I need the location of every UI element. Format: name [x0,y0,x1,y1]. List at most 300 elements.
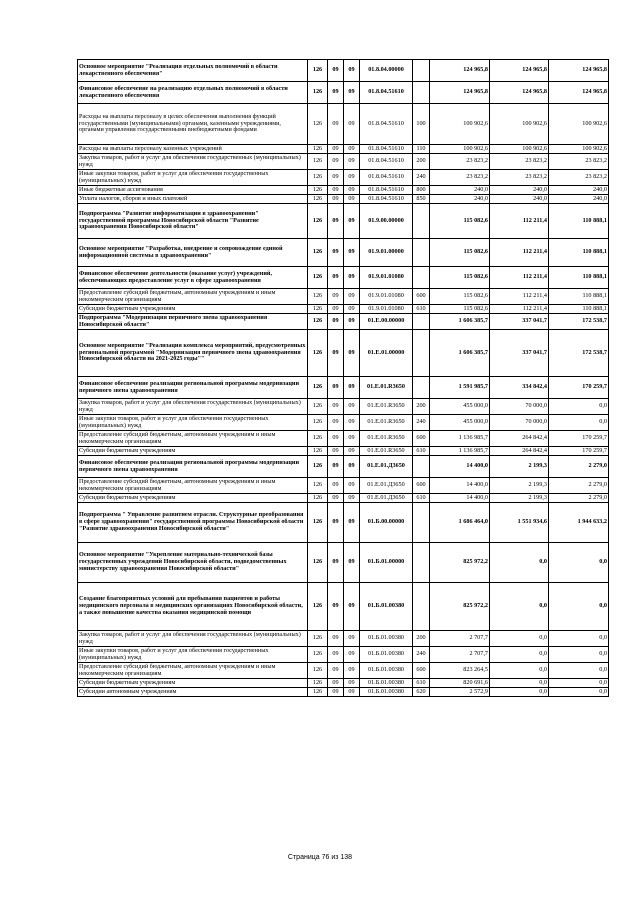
row-subsection-code: 09 [344,186,360,195]
row-ved-code: 126 [308,503,328,543]
row-subsection-code: 09 [344,195,360,204]
row-subsection-code: 09 [344,289,360,305]
row-section-code: 09 [328,60,344,82]
row-name: Субсидии бюджетным учреждениям [78,305,308,314]
row-amount-year1: 1 686 464,0 [430,503,490,543]
row-target-article-code: 01.8.04.51610 [360,145,413,154]
row-expense-type-code [413,60,430,82]
row-section-code: 09 [328,289,344,305]
row-amount-year2: 0,0 [490,647,549,663]
row-expense-type-code [413,267,430,289]
row-target-article-code: 01.Е.01.R3650 [360,447,413,456]
row-subsection-code: 09 [344,82,360,104]
row-name: Закупка товаров, работ и услуг для обеспечения государственных (муниципальных) нужд [78,399,308,415]
row-ved-code: 126 [308,82,328,104]
row-amount-year1: 825 972,2 [430,583,490,631]
row-subsection-code: 09 [344,583,360,631]
row-name: Закупка товаров, работ и услуг для обеспечения государственных (муниципальных) нужд [78,154,308,170]
row-amount-year3: 124 965,8 [549,60,609,82]
row-ved-code: 126 [308,647,328,663]
row-section-code: 09 [328,330,344,377]
row-target-article-code: 01.9.01.01080 [360,305,413,314]
row-amount-year1: 2 707,7 [430,647,490,663]
row-subsection-code: 09 [344,170,360,186]
row-name: Подпрограмма " Управление развитием отрасли. Структурные преобразования в сфере здравоохранения" государственной программы Новосибирской области "Развитие здравоохранения Новосибирской области" [78,503,308,543]
row-subsection-code: 09 [344,154,360,170]
table-row [78,494,609,503]
row-subsection-code: 09 [344,431,360,447]
row-name: Уплата налогов, сборов и иных платежей [78,195,308,204]
row-expense-type-code [413,239,430,267]
row-subsection-code: 09 [344,104,360,145]
row-name: Подпрограмма "Развитие информатизации в здравоохранении" государственной программы Новосибирской области "Развитие здравоохранения Новосибирской области" [78,204,308,239]
row-ved-code: 126 [308,195,328,204]
row-name: Субсидии автономным учреждениям [78,688,308,697]
row-name: Иные закупки товаров, работ и услуг для обеспечения государственных (муниципальных) нужд [78,170,308,186]
row-subsection-code: 09 [344,239,360,267]
row-name: Иные закупки товаров, работ и услуг для обеспечения государственных (муниципальных) нужд [78,415,308,431]
row-amount-year1: 240,0 [430,186,490,195]
row-subsection-code: 09 [344,145,360,154]
table-row [78,663,609,679]
row-expense-type-code: 600 [413,289,430,305]
row-name: Предоставление субсидий бюджетным, автономным учреждениям и иным некоммерческим организациям [78,478,308,494]
row-amount-year1: 100 902,6 [430,145,490,154]
row-section-code: 09 [328,583,344,631]
row-target-article-code: 01.9.01.01080 [360,267,413,289]
row-amount-year1: 115 082,6 [430,267,490,289]
row-amount-year3: 110 888,1 [549,267,609,289]
row-name: Основное мероприятие "Укрепление материально-технической базы государственных учреждений Новосибирской области, подведомственных министерству здравоохранения Новосибирской области" [78,543,308,583]
row-target-article-code: 01.Б.01.00380 [360,663,413,679]
row-section-code: 09 [328,170,344,186]
row-section-code: 09 [328,631,344,647]
row-amount-year3: 110 888,1 [549,204,609,239]
row-section-code: 09 [328,494,344,503]
row-ved-code: 126 [308,377,328,399]
row-target-article-code: 01.8.04.51610 [360,104,413,145]
row-section-code: 09 [328,663,344,679]
row-expense-type-code: 200 [413,154,430,170]
row-target-article-code: 01.Е.00.00000 [360,314,413,330]
row-subsection-code: 09 [344,456,360,478]
row-amount-year1: 2 572,9 [430,688,490,697]
row-expense-type-code [413,314,430,330]
row-name: Основное мероприятие "Реализация отдельных полномочий в области лекарственного обеспечения" [78,60,308,82]
row-section-code: 09 [328,145,344,154]
row-subsection-code: 09 [344,447,360,456]
row-ved-code: 126 [308,399,328,415]
row-name: Субсидии бюджетным учреждениям [78,679,308,688]
row-target-article-code: 01.Е.01.R3650 [360,399,413,415]
row-target-article-code: 01.9.01.01080 [360,289,413,305]
row-amount-year1: 823 264,5 [430,663,490,679]
row-amount-year1: 124 965,8 [430,82,490,104]
row-amount-year1: 1 606 385,7 [430,330,490,377]
row-amount-year2: 112 211,4 [490,289,549,305]
row-ved-code: 126 [308,186,328,195]
row-amount-year1: 240,0 [430,195,490,204]
row-name: Подпрограмма "Модернизация первичного звена здравоохранения Новосибирской области" [78,314,308,330]
row-subsection-code: 09 [344,647,360,663]
row-amount-year1: 1 591 985,7 [430,377,490,399]
row-target-article-code: 01.Е.01.R3650 [360,415,413,431]
table-row [78,154,609,170]
row-amount-year3: 23 823,2 [549,154,609,170]
row-expense-type-code: 610 [413,494,430,503]
row-target-article-code: 01.Е.01.00000 [360,330,413,377]
row-target-article-code: 01.Б.01.00380 [360,583,413,631]
row-amount-year3: 124 965,8 [549,82,609,104]
row-section-code: 09 [328,195,344,204]
table-row [78,543,609,583]
row-section-code: 09 [328,239,344,267]
row-subsection-code: 09 [344,415,360,431]
row-amount-year3: 172 538,7 [549,314,609,330]
row-subsection-code: 09 [344,305,360,314]
row-target-article-code: 01.8.04.51610 [360,186,413,195]
row-section-code: 09 [328,503,344,543]
budget-table [77,59,609,697]
row-amount-year2: 23 823,2 [490,154,549,170]
row-ved-code: 126 [308,289,328,305]
table-row [78,60,609,82]
row-subsection-code: 09 [344,377,360,399]
row-expense-type-code: 110 [413,145,430,154]
row-subsection-code: 09 [344,679,360,688]
table-row [78,305,609,314]
row-section-code: 09 [328,431,344,447]
row-section-code: 09 [328,456,344,478]
table-row [78,447,609,456]
row-expense-type-code: 610 [413,305,430,314]
row-amount-year2: 337 041,7 [490,314,549,330]
row-subsection-code: 09 [344,503,360,543]
row-amount-year3: 23 823,2 [549,170,609,186]
row-section-code: 09 [328,679,344,688]
table-row [78,583,609,631]
row-amount-year3: 1 944 633,2 [549,503,609,543]
row-expense-type-code [413,543,430,583]
table-row [78,377,609,399]
row-ved-code: 126 [308,305,328,314]
row-name: Субсидии бюджетным учреждениям [78,494,308,503]
row-amount-year2: 264 842,4 [490,447,549,456]
row-section-code: 09 [328,104,344,145]
row-amount-year2: 0,0 [490,688,549,697]
row-name: Иные закупки товаров, работ и услуг для обеспечения государственных (муниципальных) нужд [78,647,308,663]
table-row [78,267,609,289]
row-name: Основное мероприятие "Реализация комплекса мероприятий, предусмотренных региональной программой "Модернизация первичного звена здравоохранения Новосибирской области на 2021-2025 годы"" [78,330,308,377]
table-row [78,631,609,647]
row-target-article-code: 01.9.01.00000 [360,239,413,267]
row-amount-year2: 2 199,3 [490,494,549,503]
row-amount-year2: 334 842,4 [490,377,549,399]
row-name: Финансовое обеспечение деятельности (оказание услуг) учреждений, обеспечивающих предоставление услуг в сфере здравоохранения [78,267,308,289]
row-amount-year2: 2 199,3 [490,478,549,494]
row-target-article-code: 01.Е.01.Д3650 [360,478,413,494]
row-expense-type-code [413,82,430,104]
row-ved-code: 126 [308,543,328,583]
row-target-article-code: 01.Е.01.Д3650 [360,494,413,503]
table-row [78,688,609,697]
row-section-code: 09 [328,688,344,697]
table-row [78,204,609,239]
row-name: Предоставление субсидий бюджетным, автономным учреждениям и иным некоммерческим организациям [78,663,308,679]
row-amount-year2: 23 823,2 [490,170,549,186]
table-row [78,145,609,154]
row-amount-year1: 1 136 985,7 [430,447,490,456]
row-amount-year3: 170 259,7 [549,447,609,456]
row-expense-type-code [413,503,430,543]
table-row [78,431,609,447]
row-amount-year3: 0,0 [549,543,609,583]
row-amount-year2: 2 199,3 [490,456,549,478]
row-section-code: 09 [328,305,344,314]
row-amount-year2: 100 902,6 [490,145,549,154]
row-amount-year1: 14 400,0 [430,456,490,478]
table-row [78,415,609,431]
row-name: Предоставление субсидий бюджетным, автономным учреждениям и иным некоммерческим организациям [78,431,308,447]
row-amount-year2: 264 842,4 [490,431,549,447]
row-section-code: 09 [328,647,344,663]
row-expense-type-code: 600 [413,663,430,679]
row-subsection-code: 09 [344,330,360,377]
row-subsection-code: 09 [344,314,360,330]
row-expense-type-code: 800 [413,186,430,195]
row-target-article-code: 01.Б.01.00380 [360,631,413,647]
row-name: Основное мероприятие "Разработка, внедрение и сопровождение единой информационной системы в здравоохранении" [78,239,308,267]
row-subsection-code: 09 [344,631,360,647]
row-ved-code: 126 [308,583,328,631]
row-name: Субсидии бюджетным учреждениям [78,447,308,456]
row-ved-code: 126 [308,415,328,431]
row-amount-year1: 115 082,6 [430,204,490,239]
row-amount-year2: 112 211,4 [490,204,549,239]
table-row [78,647,609,663]
row-expense-type-code: 200 [413,631,430,647]
row-expense-type-code [413,204,430,239]
row-amount-year1: 1 606 385,7 [430,314,490,330]
row-subsection-code: 09 [344,478,360,494]
row-expense-type-code: 610 [413,679,430,688]
row-amount-year3: 172 538,7 [549,330,609,377]
row-amount-year3: 0,0 [549,631,609,647]
row-expense-type-code: 620 [413,688,430,697]
row-amount-year3: 2 279,0 [549,456,609,478]
row-ved-code: 126 [308,478,328,494]
row-amount-year2: 0,0 [490,679,549,688]
row-target-article-code: 01.8.04.00000 [360,60,413,82]
row-amount-year3: 100 902,6 [549,145,609,154]
row-ved-code: 126 [308,663,328,679]
table-row [78,195,609,204]
row-amount-year3: 240,0 [549,186,609,195]
row-subsection-code: 09 [344,543,360,583]
row-expense-type-code [413,330,430,377]
table-row [78,170,609,186]
row-expense-type-code: 200 [413,399,430,415]
row-expense-type-code: 600 [413,478,430,494]
row-subsection-code: 09 [344,399,360,415]
row-amount-year2: 0,0 [490,631,549,647]
row-section-code: 09 [328,267,344,289]
row-amount-year1: 455 000,0 [430,399,490,415]
row-amount-year3: 2 279,0 [549,478,609,494]
row-amount-year1: 115 082,6 [430,289,490,305]
row-section-code: 09 [328,204,344,239]
row-name: Расходы на выплаты персоналу в целях обеспечения выполнения функций государственными (муниципальными) органами, казенными учреждениями, органами управления государственными внебюджетными фондами [78,104,308,145]
row-name: Создание благоприятных условий для пребывания пациентов и работы медицинского персонала в медицинских организациях Новосибирской области, а также повышение качества оказания медицинской помощи [78,583,308,631]
row-amount-year1: 23 823,2 [430,170,490,186]
row-amount-year3: 0,0 [549,663,609,679]
row-amount-year2: 124 965,8 [490,82,549,104]
row-amount-year1: 115 082,6 [430,305,490,314]
row-section-code: 09 [328,415,344,431]
row-target-article-code: 01.Е.01.Д3650 [360,456,413,478]
row-amount-year3: 170 259,7 [549,431,609,447]
row-section-code: 09 [328,82,344,104]
row-section-code: 09 [328,543,344,583]
row-amount-year2: 112 211,4 [490,305,549,314]
table-row [78,503,609,543]
row-expense-type-code: 240 [413,170,430,186]
row-amount-year2: 70 000,0 [490,399,549,415]
row-ved-code: 126 [308,104,328,145]
row-ved-code: 126 [308,330,328,377]
row-amount-year2: 112 211,4 [490,267,549,289]
row-target-article-code: 01.Е.01.R3650 [360,377,413,399]
row-amount-year1: 14 400,0 [430,494,490,503]
row-ved-code: 126 [308,456,328,478]
row-ved-code: 126 [308,267,328,289]
row-amount-year1: 820 691,6 [430,679,490,688]
row-target-article-code: 01.8.04.51610 [360,154,413,170]
row-section-code: 09 [328,447,344,456]
row-ved-code: 126 [308,145,328,154]
row-expense-type-code: 850 [413,195,430,204]
row-ved-code: 126 [308,60,328,82]
row-ved-code: 126 [308,170,328,186]
row-ved-code: 126 [308,679,328,688]
row-amount-year3: 0,0 [549,679,609,688]
table-row [78,679,609,688]
row-amount-year1: 14 400,0 [430,478,490,494]
table-row [78,289,609,305]
row-amount-year3: 110 888,1 [549,239,609,267]
row-target-article-code: 01.Б.01.00380 [360,647,413,663]
row-amount-year3: 0,0 [549,399,609,415]
row-ved-code: 126 [308,447,328,456]
row-name: Финансовое обеспечение реализации региональной программы модернизации первичного звена здравоохранения [78,377,308,399]
row-amount-year2: 1 551 934,6 [490,503,549,543]
row-ved-code: 126 [308,494,328,503]
row-amount-year1: 23 823,2 [430,154,490,170]
table-row [78,239,609,267]
row-amount-year1: 455 000,0 [430,415,490,431]
row-subsection-code: 09 [344,494,360,503]
row-amount-year1: 115 082,6 [430,239,490,267]
row-subsection-code: 09 [344,267,360,289]
row-expense-type-code [413,583,430,631]
row-amount-year3: 240,0 [549,195,609,204]
row-amount-year2: 0,0 [490,543,549,583]
row-amount-year1: 825 972,2 [430,543,490,583]
row-target-article-code: 01.8.04.51610 [360,170,413,186]
row-amount-year1: 100 902,6 [430,104,490,145]
row-expense-type-code [413,456,430,478]
row-amount-year3: 0,0 [549,583,609,631]
row-amount-year2: 240,0 [490,186,549,195]
row-ved-code: 126 [308,154,328,170]
row-amount-year3: 0,0 [549,415,609,431]
row-amount-year2: 100 902,6 [490,104,549,145]
row-expense-type-code: 600 [413,431,430,447]
row-amount-year2: 70 000,0 [490,415,549,431]
row-expense-type-code [413,377,430,399]
row-section-code: 09 [328,186,344,195]
row-subsection-code: 09 [344,663,360,679]
row-expense-type-code: 610 [413,447,430,456]
table-row [78,478,609,494]
table-row [78,456,609,478]
row-ved-code: 126 [308,688,328,697]
row-ved-code: 126 [308,204,328,239]
row-amount-year3: 0,0 [549,647,609,663]
row-target-article-code: 01.Б.00.00000 [360,503,413,543]
row-amount-year1: 2 707,7 [430,631,490,647]
row-amount-year3: 170 259,7 [549,377,609,399]
row-name: Расходы на выплаты персоналу казенных учреждений [78,145,308,154]
row-amount-year3: 110 888,1 [549,289,609,305]
row-amount-year3: 0,0 [549,688,609,697]
row-amount-year2: 240,0 [490,195,549,204]
row-amount-year2: 337 041,7 [490,330,549,377]
row-ved-code: 126 [308,431,328,447]
row-target-article-code: 01.Б.01.00380 [360,688,413,697]
row-ved-code: 126 [308,239,328,267]
row-section-code: 09 [328,399,344,415]
table-row [78,314,609,330]
row-expense-type-code: 100 [413,104,430,145]
row-target-article-code: 01.9.00.00000 [360,204,413,239]
table-row [78,186,609,195]
row-amount-year3: 110 888,1 [549,305,609,314]
row-amount-year3: 2 279,0 [549,494,609,503]
row-target-article-code: 01.8.04.51610 [360,82,413,104]
row-amount-year2: 112 211,4 [490,239,549,267]
row-subsection-code: 09 [344,204,360,239]
row-name: Финансовое обеспечение реализации региональной программы модернизации первичного звена здравоохранения [78,456,308,478]
row-amount-year3: 100 902,6 [549,104,609,145]
row-name: Предоставление субсидий бюджетным, автономным учреждениям и иным некоммерческим организациям [78,289,308,305]
row-section-code: 09 [328,377,344,399]
row-target-article-code: 01.Б.01.00380 [360,679,413,688]
row-amount-year2: 124 965,8 [490,60,549,82]
row-ved-code: 126 [308,314,328,330]
row-subsection-code: 09 [344,60,360,82]
row-expense-type-code: 240 [413,647,430,663]
row-target-article-code: 01.8.04.51610 [360,195,413,204]
row-ved-code: 126 [308,631,328,647]
row-name: Иные бюджетные ассигнования [78,186,308,195]
table-row [78,399,609,415]
table-row [78,330,609,377]
row-expense-type-code: 240 [413,415,430,431]
row-name: Закупка товаров, работ и услуг для обеспечения государственных (муниципальных) нужд [78,631,308,647]
row-subsection-code: 09 [344,688,360,697]
row-target-article-code: 01.Е.01.R3650 [360,431,413,447]
